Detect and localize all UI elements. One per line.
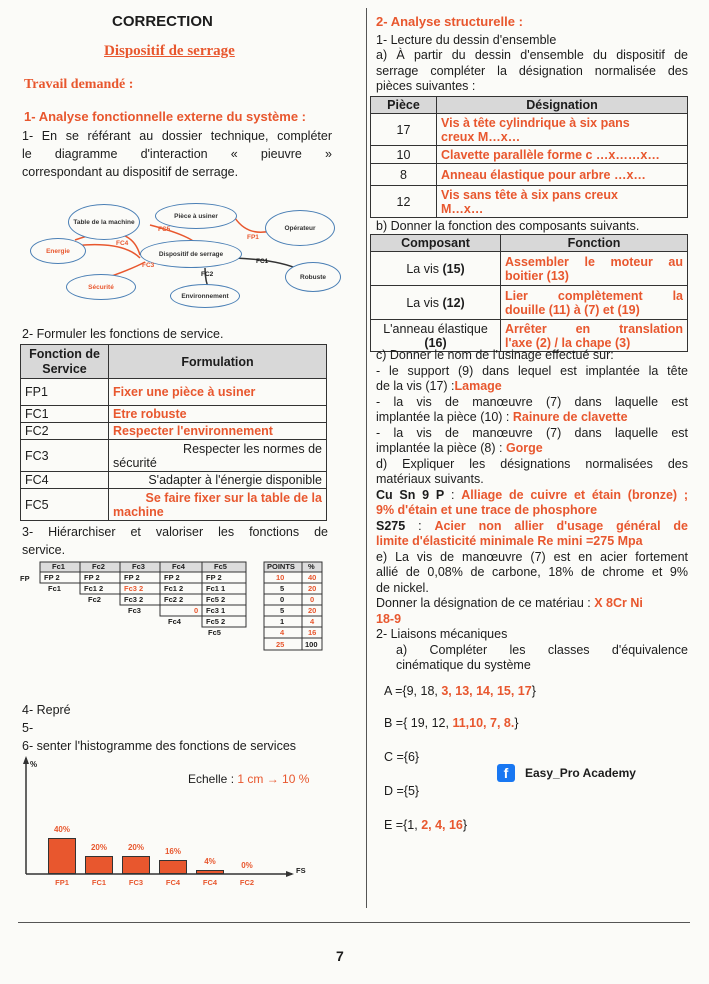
- cell-percent: 40: [308, 573, 317, 582]
- composant: La vis (15): [371, 252, 501, 286]
- composant: L'anneau élastique (16): [371, 320, 501, 352]
- histogram-value-label: 40%: [53, 825, 70, 834]
- section-3-line1: 3- Hiérarchiser et valoriser les fonctions de: [22, 525, 328, 539]
- label-fc3: FC3: [142, 262, 155, 269]
- rc-item: implantée la pièce (10) : Rainure de clavette: [376, 410, 628, 424]
- composant: La vis (12): [371, 286, 501, 320]
- piece-table: [370, 96, 688, 218]
- col-hdr: %: [308, 562, 315, 571]
- row-label: Fc1: [48, 584, 61, 593]
- rb: b) Donner la fonction des composants suivants.: [376, 219, 640, 233]
- row-label: Fc5: [208, 628, 221, 637]
- cell-points: 5: [280, 584, 285, 593]
- ra-line: a) À partir du dessin d'ensemble du dispositif de: [376, 48, 688, 62]
- cell: FP 2: [164, 573, 180, 582]
- piece-num: 10: [371, 146, 437, 164]
- piece-num: 12: [371, 186, 437, 218]
- histogram-value-label: 4%: [204, 857, 216, 867]
- designation: Anneau élastique pour arbre …x…: [437, 164, 688, 186]
- subtitle: Dispositif de serrage: [104, 43, 235, 59]
- cell: 0: [194, 606, 199, 615]
- ra-line: pièces suivantes :: [376, 79, 476, 93]
- histogram-bar: [48, 838, 76, 874]
- row-label: Fc2: [88, 595, 101, 604]
- travail-heading: Travail demandé :: [24, 77, 134, 92]
- page-title: CORRECTION: [112, 13, 213, 30]
- ra-line: serrage compléter la désignation normalisée des: [376, 63, 688, 78]
- rd-line: matériaux suivants.: [376, 472, 484, 486]
- cell: FP 2: [84, 573, 100, 582]
- histogram-category-label: FC4: [202, 878, 218, 887]
- col-hdr: Fc2: [92, 562, 105, 571]
- cell-points: 1: [280, 617, 285, 626]
- label-fc5: FC5: [158, 226, 171, 233]
- fs-code: FC4: [21, 472, 109, 489]
- rc: c) Donner le nom de l'usinage effectué sur:: [376, 348, 614, 362]
- cell: Fc5 2: [206, 595, 226, 604]
- histogram-category-label: FC1: [91, 878, 107, 887]
- s1-line: correspondant au dispositif de serrage.: [22, 165, 239, 179]
- total-percent: 100: [305, 640, 318, 649]
- rc-item: - la vis de manœuvre (7) dans laquelle est: [376, 425, 688, 440]
- re-line: allié de 0,08% de carbone, 18% de chrome et 9%: [376, 565, 688, 579]
- s1-line: le diagramme d'interaction « pieuvre »: [22, 147, 332, 161]
- node-operateur: Opérateur: [265, 210, 335, 246]
- r2-title: 2- Analyse structurelle :: [376, 14, 523, 29]
- total-points: 25: [276, 640, 285, 649]
- re-q: Donner la désignation de ce matériau : X 8Cr Ni: [376, 596, 643, 610]
- rc-item: - la vis de manœuvre (7) dans laquelle est: [376, 394, 688, 409]
- piece-header: Pièce: [371, 97, 437, 114]
- class-e: E ={1, 2, 4, 16}: [384, 818, 468, 832]
- composant-table: [370, 234, 688, 352]
- rd-line: d) Expliquer les désignations normalisées des: [376, 456, 688, 471]
- fs-formulation: S'adapter à l'énergie disponible: [109, 472, 327, 489]
- class-d: D ={5}: [384, 784, 420, 798]
- liaisons-title: 2- Liaisons mécaniques: [376, 627, 508, 641]
- cell-points: 4: [280, 628, 285, 637]
- liaisons-a: cinématique du système: [396, 658, 531, 672]
- node-piece-usiner: Pièce à usiner: [155, 203, 237, 229]
- cell-points: 0: [280, 595, 285, 604]
- histogram-bar: [85, 856, 113, 874]
- class-c: C ={6}: [384, 750, 420, 764]
- label-fp1: FP1: [247, 234, 259, 241]
- fs-code: FC3: [21, 440, 109, 472]
- histogram-value-label: 20%: [127, 843, 144, 852]
- cell-percent: 4: [310, 617, 315, 626]
- cell: Fc1 2: [84, 584, 104, 593]
- fs-formulation: Etre robuste: [109, 406, 327, 423]
- cell-points: 5: [280, 606, 285, 615]
- right-column: [376, 14, 688, 95]
- col-hdr: POINTS: [267, 562, 295, 571]
- composant-header: Composant: [371, 235, 501, 252]
- node-center: Dispositif de serrage: [140, 240, 242, 268]
- cell: FP 2: [124, 573, 140, 582]
- designation: Vis à tête cylindrique à six pans creux M…x…: [437, 114, 688, 146]
- col-hdr: Fc4: [172, 562, 185, 571]
- designation: Clavette parallèle forme c …x……x…: [437, 146, 688, 164]
- s1-line: 1- En se référant au dossier technique, compléter: [22, 129, 332, 143]
- section-3-line2: service.: [22, 543, 66, 557]
- col-hdr: Fc1: [52, 562, 65, 571]
- cell-percent: 20: [308, 606, 317, 615]
- y-axis-label: %: [30, 760, 38, 769]
- section-5: 5-: [22, 721, 34, 735]
- page-number: 7: [336, 948, 344, 964]
- echelle: Echelle : 1 cm → 10 %: [188, 772, 310, 786]
- mat1: Cu Sn 9 P : Alliage de cuivre et étain (bronze) ;: [376, 487, 689, 502]
- node-environnement: Environnement: [170, 284, 240, 308]
- fonctions-table: [20, 344, 327, 521]
- section-2-title: 2- Formuler les fonctions de service.: [22, 327, 224, 341]
- fs-formulation: Respecter l'environnement: [109, 423, 327, 440]
- r1-title: 1- Lecture du dessin d'ensemble: [376, 32, 557, 47]
- cell-percent: 16: [308, 628, 317, 637]
- piece-num: 8: [371, 164, 437, 186]
- histogram-category-label: FC3: [128, 878, 144, 887]
- fs-header-1: Fonction de Service: [21, 345, 109, 379]
- mat1-l2: 9% d'étain et une trace de phosphore: [376, 503, 598, 517]
- fs-formulation: Fixer une pièce à usiner: [109, 379, 327, 406]
- points-matrix: [18, 560, 323, 665]
- section-4: 4- Repré: [22, 703, 71, 717]
- histogram-category-label: FP1: [55, 878, 69, 887]
- section-1-text: [22, 127, 332, 181]
- fonction: Lier complètement la douille (11) à (7) et (19): [501, 286, 688, 320]
- facebook-icon: f: [497, 764, 515, 782]
- piece-num: 17: [371, 114, 437, 146]
- right-column-lower: [376, 348, 688, 674]
- cell: Fc3 1: [206, 606, 226, 615]
- label-fc4: FC4: [116, 240, 129, 247]
- pieuvre-diagram: [30, 200, 350, 310]
- fonction: Arrêter en translation l'axe (2) / la chape (3): [501, 320, 688, 352]
- fonction: Assembler le moteur au boitier (13): [501, 252, 688, 286]
- cell: Fc3 2: [124, 595, 144, 604]
- cell: Fc3 2: [124, 584, 144, 593]
- designation: Vis sans tête à six pans creux M…x…: [437, 186, 688, 218]
- cell: Fc5 2: [206, 617, 226, 626]
- node-robuste: Robuste: [285, 262, 341, 292]
- fs-code: FC1: [21, 406, 109, 423]
- mat2: S275 : Acier non allier d'usage général de: [376, 518, 689, 533]
- histogram-value-label: 20%: [90, 843, 107, 852]
- col-hdr: Fc3: [132, 562, 145, 571]
- cell: Fc1 1: [206, 584, 226, 593]
- histogram-value-label: 16%: [164, 846, 181, 856]
- histogram-bar: [122, 856, 150, 874]
- cell: Fc2 2: [164, 595, 184, 604]
- rc-item: - le support (9) dans lequel est implantée la tête: [376, 363, 688, 378]
- x-axis-end-label: FS: [296, 866, 306, 875]
- label-fc2: FC2: [201, 271, 214, 278]
- histogram-bar: [196, 870, 224, 874]
- label-fc1: FC1: [256, 258, 269, 265]
- cell: FP 2: [206, 573, 222, 582]
- fs-formulation: Respecter les normes de sécurité: [109, 440, 327, 472]
- fs-code: FP1: [21, 379, 109, 406]
- node-energie: Energie: [30, 238, 86, 264]
- designation-header: Désignation: [437, 97, 688, 114]
- cell-percent: 20: [308, 584, 317, 593]
- cell-points: 10: [276, 573, 285, 582]
- section-6: 6- senter l'histogramme des fonctions de services: [22, 739, 297, 753]
- col-hdr: Fc5: [214, 562, 227, 571]
- row-label-fp: FP: [20, 574, 30, 583]
- fonction-header: Fonction: [501, 235, 688, 252]
- histogram-value-label: 0%: [241, 861, 253, 870]
- re-ans2: 18-9: [376, 611, 402, 626]
- cell-percent: 0: [310, 595, 315, 604]
- mat2-l2: limite d'élasticité minimale Re mini =275 Mpa: [376, 534, 643, 548]
- histogram-category-label: FC4: [165, 878, 181, 887]
- footer-rule: [18, 922, 690, 923]
- fs-header-2: Formulation: [109, 345, 327, 379]
- histogram-bar: [159, 860, 187, 874]
- node-table-machine: Table de la machine: [68, 204, 140, 240]
- node-securite: Sécurité: [66, 274, 136, 300]
- fs-formulation: Se faire fixer sur la table de la machine: [109, 489, 327, 521]
- histogram: [20, 756, 330, 894]
- fs-code: FC2: [21, 423, 109, 440]
- cell: FP 2: [44, 573, 60, 582]
- re-line: e) La vis de manœuvre (7) est en acier fortement: [376, 549, 688, 564]
- class-a: A ={9, 18, 3, 13, 14, 15, 17}: [384, 684, 536, 698]
- row-label: Fc4: [168, 617, 181, 626]
- histogram-category-label: FC2: [239, 878, 255, 887]
- class-b: B ={ 19, 12, 11,10, 7, 8.}: [384, 716, 519, 730]
- rc-item: de la vis (17) :Lamage: [376, 379, 502, 393]
- watermark: f Easy_Pro Academy: [497, 764, 636, 782]
- row-label: Fc3: [128, 606, 141, 615]
- cell: Fc1 2: [164, 584, 184, 593]
- section-1-title: 1- Analyse fonctionnelle externe du système :: [24, 109, 306, 124]
- liaisons-a: a) Compléter les classes d'équivalence: [396, 642, 688, 657]
- column-divider: [366, 8, 367, 908]
- rc-item: implantée la pièce (8) : Gorge: [376, 441, 543, 455]
- re-line: de nickel.: [376, 580, 429, 595]
- fs-code: FC5: [21, 489, 109, 521]
